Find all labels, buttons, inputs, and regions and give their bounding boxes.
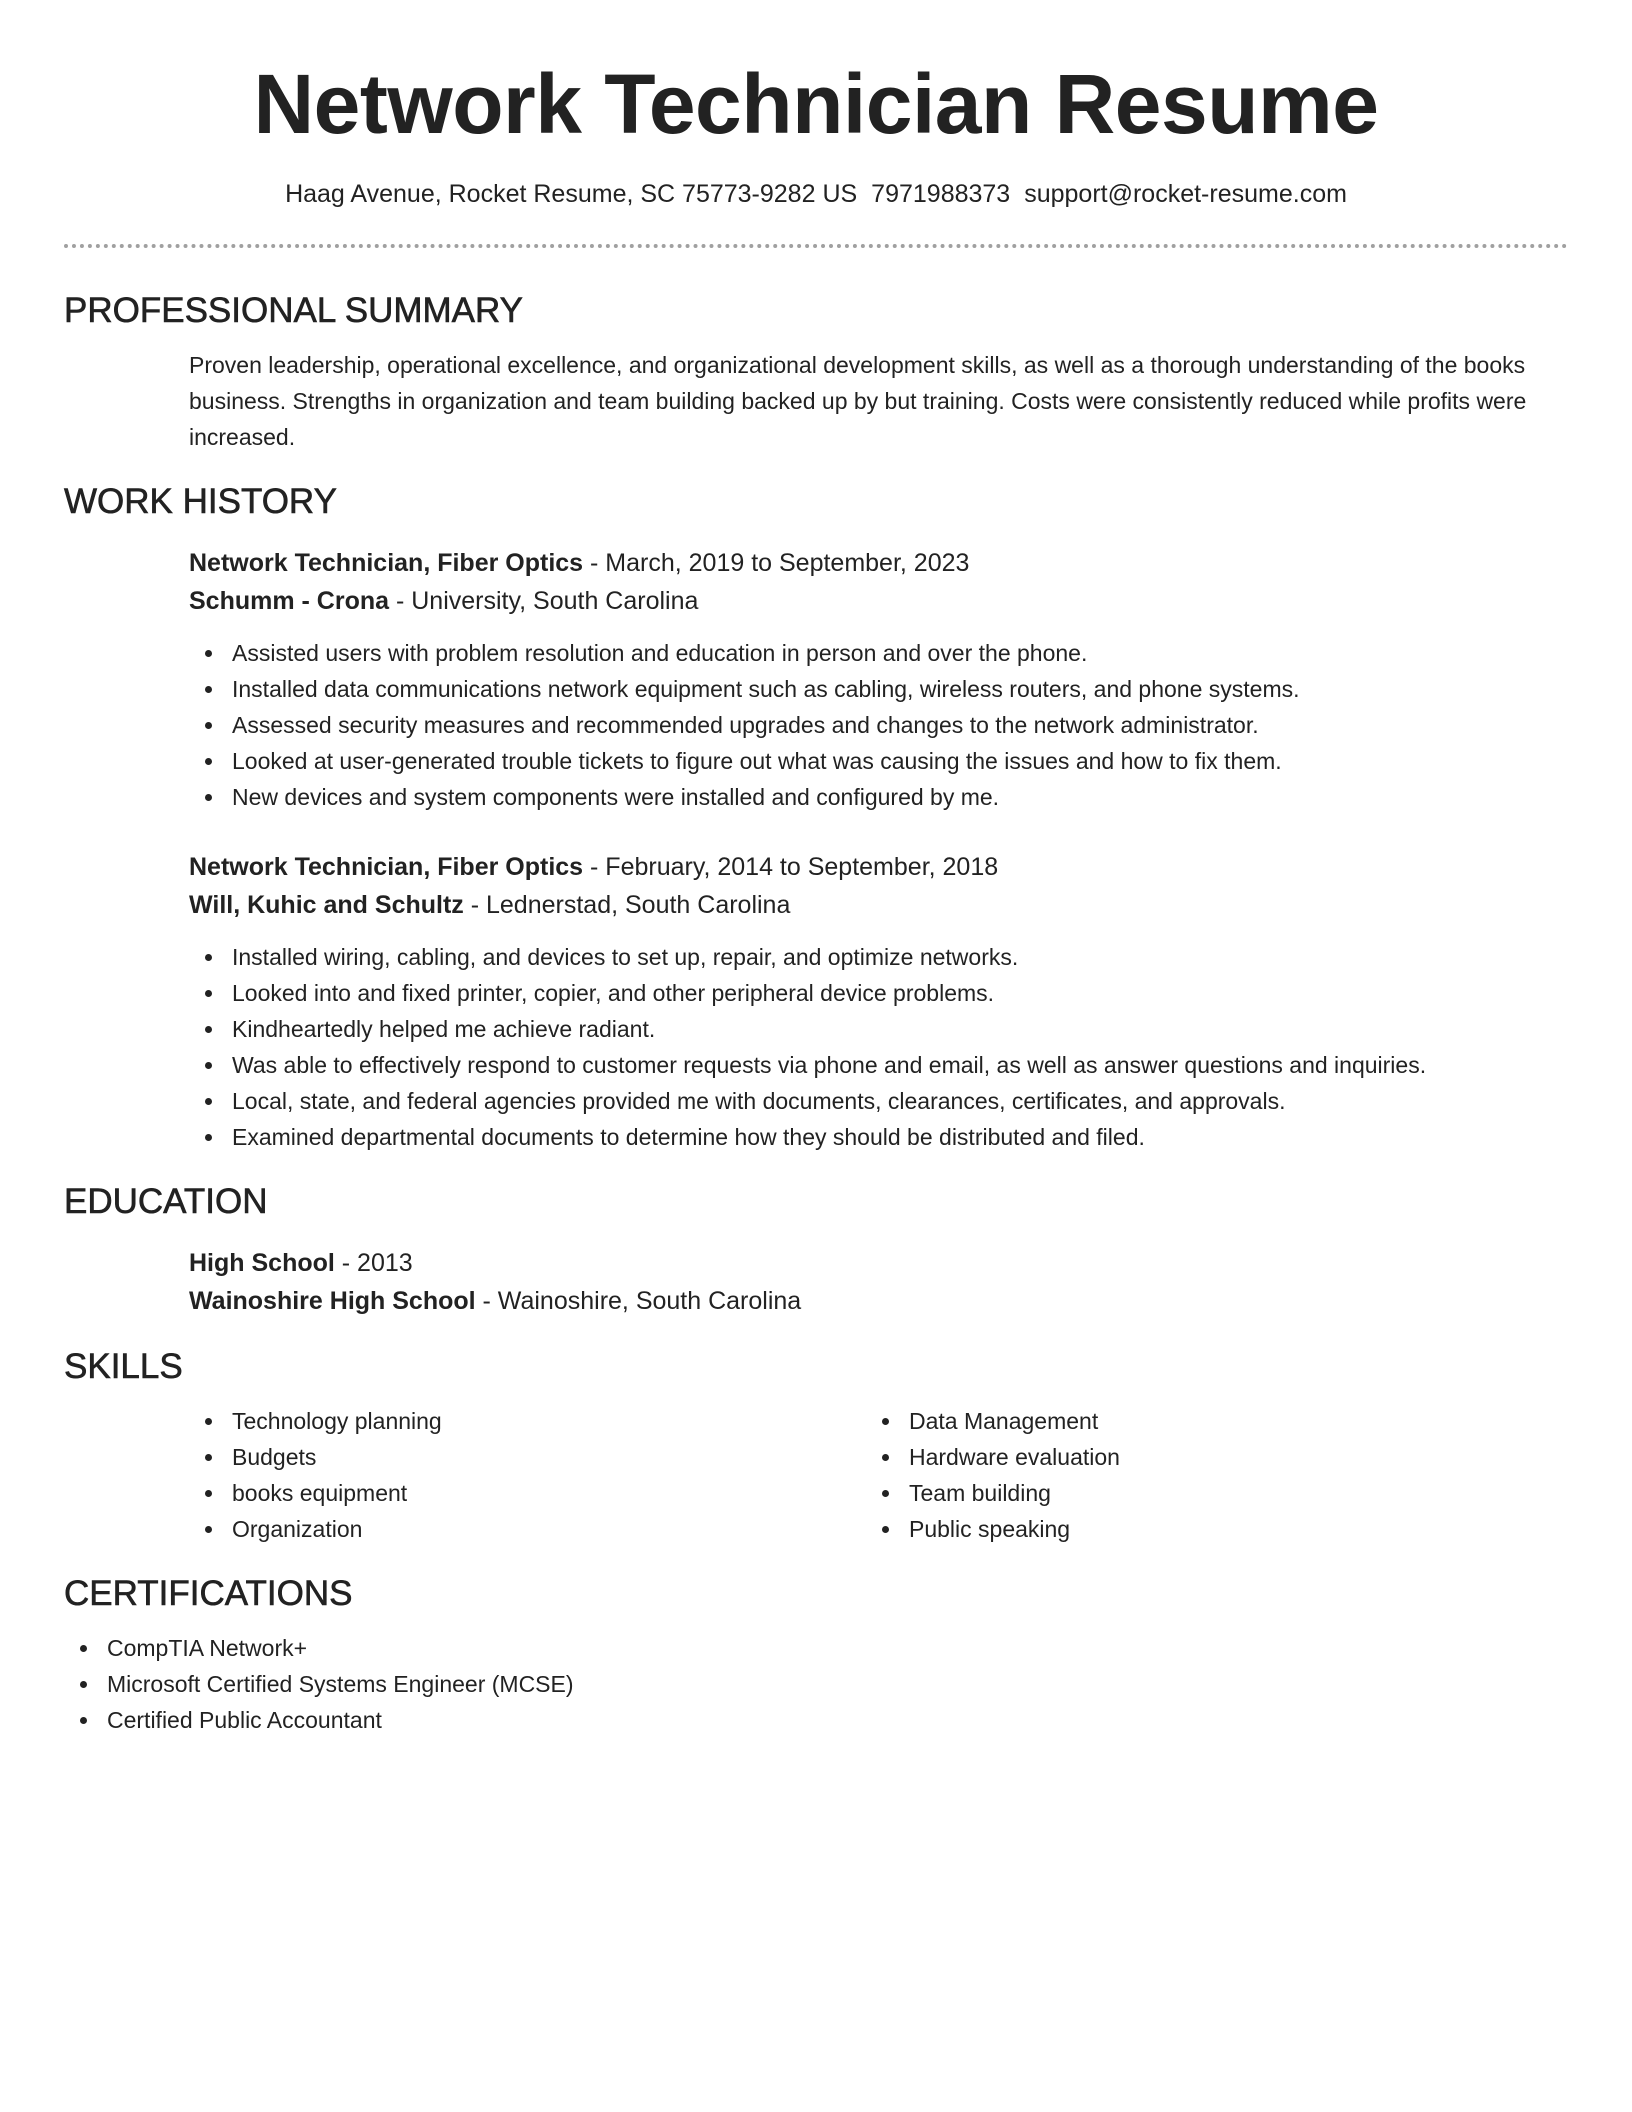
work-history-section — [64, 480, 1568, 1155]
list-item: Microsoft Certified Systems Engineer (MCSE) — [64, 1666, 1568, 1702]
job-location: - Lednerstad, South Carolina — [463, 891, 791, 919]
skills-list-left — [189, 1403, 866, 1547]
job-company: Schumm - Crona — [189, 587, 390, 615]
education-degree-line — [189, 1244, 1568, 1282]
list-item: Technology planning — [189, 1403, 866, 1439]
job-company: Will, Kuhic and Schultz — [189, 891, 464, 919]
certifications-list — [64, 1630, 1568, 1738]
skills-grid — [189, 1403, 1568, 1547]
list-item: Certified Public Accountant — [64, 1702, 1568, 1738]
skills-section — [64, 1345, 1568, 1547]
contact-address: Haag Avenue, Rocket Resume, SC 75773-9282 US — [285, 180, 858, 208]
education-school-line — [189, 1282, 1568, 1320]
skills-heading: SKILLS — [64, 1347, 183, 1386]
education-location: - Wainoshire, South Carolina — [475, 1287, 802, 1315]
list-item: Organization — [189, 1511, 866, 1547]
list-item: Kindheartedly helped me achieve radiant. — [189, 1011, 1568, 1047]
list-item: Looked into and fixed printer, copier, and other peripheral device problems. — [189, 975, 1568, 1011]
contact-email: support@rocket-resume.com — [1024, 180, 1347, 208]
list-item: Looked at user-generated trouble tickets to figure out what was causing the issues and how to fix them. — [189, 743, 1568, 779]
job-title-line — [189, 544, 1568, 582]
job-dates: - February, 2014 to September, 2018 — [583, 853, 999, 881]
list-item: New devices and system components were installed and configured by me. — [189, 779, 1568, 815]
job-duties-list — [189, 939, 1568, 1155]
list-item: Assessed security measures and recommended upgrades and changes to the network administrator. — [189, 707, 1568, 743]
job-duties-list — [189, 635, 1568, 815]
list-item: Public speaking — [866, 1511, 1543, 1547]
list-item: Data Management — [866, 1403, 1543, 1439]
contact-info — [64, 178, 1568, 210]
work-history-heading: WORK HISTORY — [64, 482, 337, 521]
list-item: Budgets — [189, 1439, 866, 1475]
list-item: Examined departmental documents to determine how they should be distributed and filed. — [189, 1119, 1568, 1155]
list-item: Local, state, and federal agencies provided me with documents, clearances, certificates, and approvals. — [189, 1083, 1568, 1119]
summary-heading: PROFESSIONAL SUMMARY — [64, 291, 523, 330]
list-item: Installed wiring, cabling, and devices to set up, repair, and optimize networks. — [189, 939, 1568, 975]
education-degree: High School — [189, 1249, 335, 1277]
resume-page — [64, 0, 1568, 1738]
education-entry — [189, 1244, 1568, 1320]
job-entry — [189, 544, 1568, 815]
job-title: Network Technician, Fiber Optics — [189, 853, 584, 881]
education-section — [64, 1180, 1568, 1320]
list-item: Installed data communications network equipment such as cabling, wireless routers, and phone systems. — [189, 671, 1568, 707]
education-year: - 2013 — [334, 1249, 413, 1277]
list-item: CompTIA Network+ — [64, 1630, 1568, 1666]
list-item: books equipment — [189, 1475, 866, 1511]
job-company-line — [189, 582, 1568, 620]
certifications-section — [64, 1572, 1568, 1738]
job-title: Network Technician, Fiber Optics — [189, 549, 584, 577]
job-entry — [189, 848, 1568, 1155]
education-heading: EDUCATION — [64, 1182, 268, 1221]
header-divider — [64, 244, 1568, 248]
list-item: Was able to effectively respond to customer requests via phone and email, as well as answer questions and inquiries. — [189, 1047, 1568, 1083]
education-school: Wainoshire High School — [189, 1287, 476, 1315]
contact-phone: 7971988373 — [871, 180, 1011, 208]
summary-section — [64, 289, 1568, 455]
summary-text: Proven leadership, operational excellence, and organizational development skills, as well as a thorough understanding of the books business. Strengths in organization and team building backed up by but training. Costs were consistently reduced while profits were increased. — [189, 352, 1527, 450]
resume-title: Network Technician Resume — [253, 57, 1379, 151]
job-title-line — [189, 848, 1568, 886]
job-dates: - March, 2019 to September, 2023 — [583, 549, 970, 577]
list-item: Assisted users with problem resolution and education in person and over the phone. — [189, 635, 1568, 671]
skills-list-right — [866, 1403, 1543, 1547]
list-item: Team building — [866, 1475, 1543, 1511]
job-company-line — [189, 886, 1568, 924]
list-item: Hardware evaluation — [866, 1439, 1543, 1475]
certifications-heading: CERTIFICATIONS — [64, 1574, 353, 1613]
job-location: - University, South Carolina — [389, 587, 699, 615]
